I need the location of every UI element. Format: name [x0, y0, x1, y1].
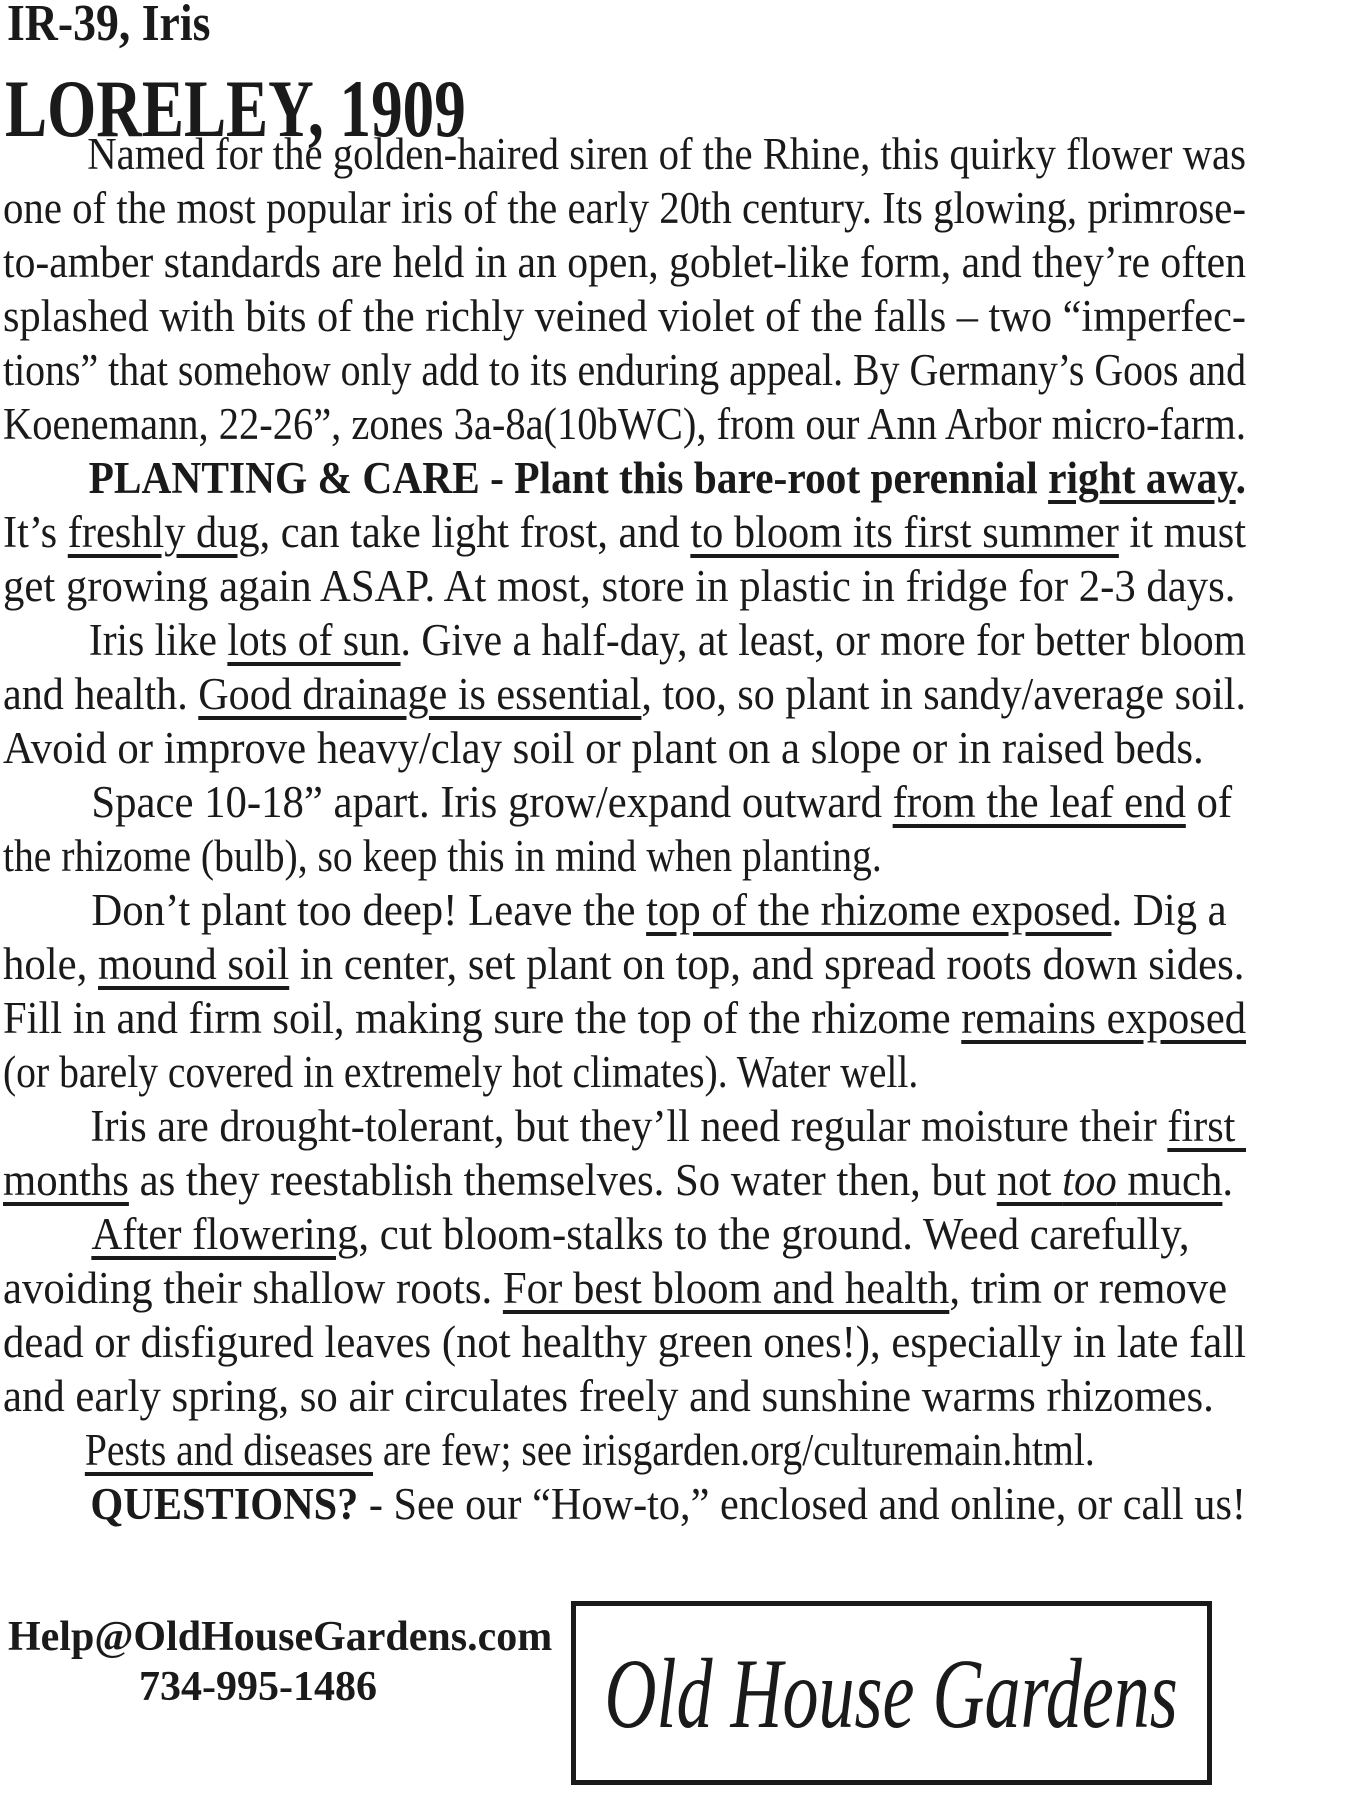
- text-segment: Space 10-18” apart. Iris grow/expand outward: [91, 777, 893, 827]
- text-segment: Fill in and firm soil, making sure the top of the rhizome: [3, 993, 962, 1043]
- text-segment: , cut bloom-stalks to the ground. Weed carefully,: [358, 1209, 1190, 1259]
- text-segment: and early spring, so air circulates freely and sunshine warms rhizomes.: [3, 1371, 1214, 1421]
- text-segment: one of the most popular iris of the early 20th century. Its glowing, primrose-: [3, 183, 1246, 233]
- text-segment: . Dig a: [1111, 885, 1227, 935]
- text-segment: .: [1222, 1155, 1234, 1205]
- text-segment: remains exposed: [961, 993, 1246, 1043]
- text-segment: tions” that somehow only add to its enduring appeal. By Germany’s Goos and: [3, 345, 1246, 395]
- text-segment: right away: [1048, 453, 1236, 503]
- text-segment: , can take light frost, and: [259, 507, 691, 557]
- text-line: [3, 937, 1244, 991]
- text-line: [3, 829, 882, 883]
- text-segment: Iris like: [88, 615, 228, 665]
- text-line: [3, 1315, 1246, 1369]
- text-segment: in center, set plant on top, and spread roots down sides.: [289, 939, 1245, 989]
- text-segment: PLANTING & CARE - Plant this bare-root perennial: [88, 453, 1049, 503]
- text-line: [3, 451, 1246, 505]
- text-line: [3, 1045, 918, 1099]
- text-line: [3, 667, 1246, 721]
- text-segment: lots of sun: [227, 615, 401, 665]
- text-segment: too: [1062, 1155, 1117, 1205]
- catalog-number: IR-39, Iris: [7, 0, 211, 52]
- text-segment: Iris are drought-tolerant, but they’ll need regular moisture their: [90, 1101, 1168, 1151]
- text-line: [3, 397, 1246, 451]
- text-segment: Good drainage is essential: [198, 669, 642, 719]
- text-line: [3, 559, 1235, 613]
- text-segment: months: [3, 1155, 129, 1205]
- text-segment: .: [1235, 453, 1246, 503]
- text-segment: freshly dug: [67, 507, 260, 557]
- text-segment: Don’t plant too deep! Leave the: [91, 885, 647, 935]
- text-segment: it must: [1118, 507, 1246, 557]
- text-line: [3, 1099, 1246, 1153]
- text-segment: Named for the golden-haired siren of the Rhine, this quirky flower was: [87, 129, 1246, 179]
- text-line: [3, 721, 1204, 775]
- text-line: [3, 289, 1246, 343]
- text-segment: not: [996, 1155, 1063, 1205]
- text-line: [3, 1423, 1095, 1477]
- text-line: [3, 1153, 1233, 1207]
- text-segment: Avoid or improve heavy/clay soil or plant on a slope or in raised beds.: [3, 723, 1204, 773]
- text-segment: of: [1185, 777, 1233, 827]
- text-segment: QUESTIONS?: [90, 1479, 359, 1529]
- text-segment: from the leaf end: [892, 777, 1186, 827]
- text-line: [3, 235, 1246, 289]
- text-segment: Koenemann, 22-26”, zones 3a-8a(10bWC), from our Ann Arbor micro-farm.: [3, 399, 1246, 449]
- text-segment: are few; see irisgarden.org/culturemain.html.: [373, 1425, 1095, 1475]
- text-segment: dead or disfigured leaves (not healthy green ones!), especially in late fall: [3, 1317, 1246, 1367]
- text-segment: to bloom its first summer: [690, 507, 1119, 557]
- page-title: LORELEY, 1909: [5, 63, 466, 154]
- footer-contact: [8, 1612, 553, 1712]
- text-segment: It’s: [3, 507, 68, 557]
- text-segment: After flowering: [91, 1209, 359, 1259]
- text-segment: top of the rhizome exposed: [646, 885, 1112, 935]
- body-text: [3, 127, 1348, 1531]
- text-segment: For best bloom and health: [502, 1263, 950, 1313]
- text-segment: mound soil: [97, 939, 290, 989]
- contact-email: Help@OldHouseGardens.com: [8, 1614, 553, 1660]
- text-line: [3, 775, 1232, 829]
- text-line: [3, 991, 1246, 1045]
- text-line: [3, 1207, 1190, 1261]
- text-segment: much: [1116, 1155, 1223, 1205]
- logo-text: Old House Gardens: [604, 1637, 1179, 1749]
- text-segment: Pests and diseases: [84, 1425, 374, 1475]
- text-segment: splashed with bits of the richly veined violet of the falls – two “imperfec-: [3, 291, 1246, 341]
- text-line: [3, 343, 1246, 397]
- text-line: [3, 883, 1227, 937]
- text-segment: and health.: [3, 669, 199, 719]
- contact-phone: 734-995-1486: [139, 1664, 377, 1710]
- text-segment: as they reestablish themselves. So water then, but: [128, 1155, 997, 1205]
- text-line: [3, 1477, 1246, 1531]
- text-segment: to-amber standards are held in an open, goblet-like form, and they’re often: [3, 237, 1246, 287]
- text-segment: the rhizome (bulb), so keep this in mind when planting.: [3, 831, 882, 881]
- text-segment: - See our “How-to,” enclosed and online, or call us!: [358, 1479, 1246, 1529]
- text-line: [3, 127, 1246, 181]
- text-segment: . Give a half-day, at least, or more for better bloom: [400, 615, 1246, 665]
- text-segment: avoiding their shallow roots.: [3, 1263, 503, 1313]
- text-line: [3, 1369, 1214, 1423]
- text-segment: first: [1167, 1101, 1246, 1151]
- text-segment: hole,: [3, 939, 98, 989]
- text-segment: , too, so plant in sandy/average soil.: [641, 669, 1246, 719]
- text-line: [3, 1261, 1227, 1315]
- text-segment: , trim or remove: [949, 1263, 1228, 1313]
- text-line: [3, 613, 1246, 667]
- text-line: [3, 181, 1246, 235]
- text-line: [3, 505, 1246, 559]
- text-segment: get growing again ASAP. At most, store in plastic in fridge for 2-3 days.: [3, 561, 1236, 611]
- text-segment: (or barely covered in extremely hot climates). Water well.: [3, 1047, 919, 1097]
- logo-box: [571, 1601, 1212, 1785]
